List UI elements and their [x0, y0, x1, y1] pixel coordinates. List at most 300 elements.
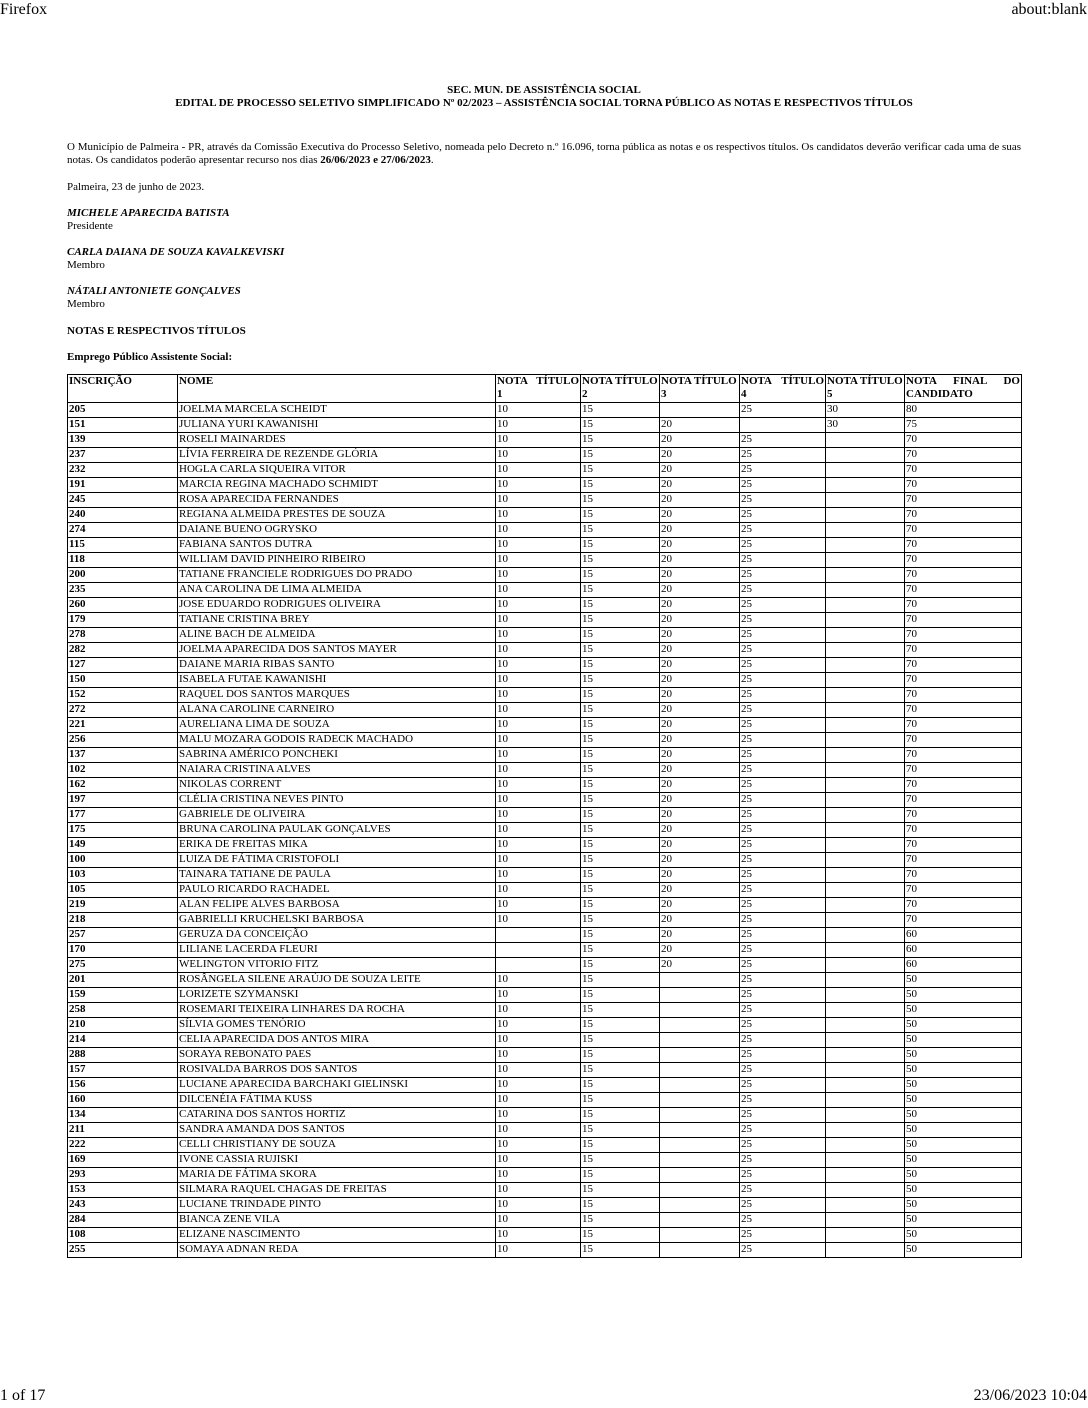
cell-inscricao: 179: [68, 613, 178, 628]
table-row: [68, 658, 1022, 673]
cell-nota-titulo-5: [826, 853, 905, 868]
cell-nota-titulo-2: 15: [581, 583, 660, 598]
cell-nota-titulo-5: [826, 958, 905, 973]
cell-nota-titulo-4: 25: [740, 703, 826, 718]
table-row: [68, 1108, 1022, 1123]
signatory: [67, 207, 1021, 233]
cell-nota-titulo-2: 15: [581, 493, 660, 508]
cell-nome: TATIANE CRISTINA BREY: [178, 613, 496, 628]
cell-nome: SOMAYA ADNAN REDA: [178, 1243, 496, 1258]
cell-nota-final: 80: [905, 403, 1022, 418]
cell-nota-titulo-2: 15: [581, 1018, 660, 1033]
cell-nota-titulo-2: 15: [581, 478, 660, 493]
cell-nota-titulo-5: [826, 943, 905, 958]
cell-nota-titulo-5: [826, 658, 905, 673]
cell-nota-titulo-1: 10: [496, 463, 581, 478]
cell-nota-final: 50: [905, 1213, 1022, 1228]
table-row: [68, 1198, 1022, 1213]
cell-inscricao: 232: [68, 463, 178, 478]
cell-nota-final: 70: [905, 868, 1022, 883]
cell-nota-titulo-5: 30: [826, 403, 905, 418]
cell-inscricao: 272: [68, 703, 178, 718]
cell-nota-titulo-5: [826, 928, 905, 943]
cell-nota-final: 70: [905, 688, 1022, 703]
cell-inscricao: 115: [68, 538, 178, 553]
cell-nota-final: 70: [905, 508, 1022, 523]
cell-nota-final: 50: [905, 1033, 1022, 1048]
cell-nota-final: 60: [905, 943, 1022, 958]
cell-nome: WELINGTON VITORIO FITZ: [178, 958, 496, 973]
cell-nota-titulo-2: 15: [581, 1048, 660, 1063]
title-line-2: EDITAL DE PROCESSO SELETIVO SIMPLIFICADO Nº 02/2023 – ASSISTÊNCIA SOCIAL TORNA PÚBLICO AS NOTAS E RESPECTIVOS TÍTULOS: [175, 97, 913, 109]
cell-inscricao: 149: [68, 838, 178, 853]
cell-nota-final: 70: [905, 553, 1022, 568]
cell-nota-titulo-3: [660, 973, 740, 988]
cell-nota-titulo-2: 15: [581, 1213, 660, 1228]
cell-nota-final: 50: [905, 988, 1022, 1003]
cell-nota-titulo-4: 25: [740, 1033, 826, 1048]
cell-nota-titulo-3: 20: [660, 733, 740, 748]
cell-inscricao: 284: [68, 1213, 178, 1228]
cell-nota-final: 70: [905, 733, 1022, 748]
table-row: [68, 1018, 1022, 1033]
cell-inscricao: 102: [68, 763, 178, 778]
cell-inscricao: 201: [68, 973, 178, 988]
cell-nota-titulo-2: 15: [581, 1183, 660, 1198]
cell-nota-titulo-2: 15: [581, 1168, 660, 1183]
table-row: [68, 553, 1022, 568]
cell-nota-titulo-2: 15: [581, 853, 660, 868]
cell-nome: MARIA DE FÁTIMA SKORA: [178, 1168, 496, 1183]
cell-nota-titulo-3: [660, 1183, 740, 1198]
cell-inscricao: 169: [68, 1153, 178, 1168]
browser-name: Firefox: [0, 1, 48, 18]
cell-inscricao: 139: [68, 433, 178, 448]
cell-nota-titulo-5: [826, 583, 905, 598]
cell-nota-titulo-2: 15: [581, 1243, 660, 1258]
cell-inscricao: 103: [68, 868, 178, 883]
table-row: [68, 868, 1022, 883]
cell-nota-final: 50: [905, 1168, 1022, 1183]
cell-nota-titulo-5: [826, 463, 905, 478]
cell-inscricao: 258: [68, 1003, 178, 1018]
cell-nota-titulo-5: [826, 1048, 905, 1063]
table-row: [68, 568, 1022, 583]
cell-inscricao: 127: [68, 658, 178, 673]
table-row: [68, 673, 1022, 688]
cell-nota-titulo-1: 10: [496, 838, 581, 853]
cell-nota-titulo-2: 15: [581, 718, 660, 733]
cell-nota-titulo-1: 10: [496, 493, 581, 508]
cell-nota-titulo-1: 10: [496, 568, 581, 583]
table-row: [68, 838, 1022, 853]
cell-nota-titulo-2: 15: [581, 808, 660, 823]
cell-nota-titulo-1: 10: [496, 1018, 581, 1033]
cell-inscricao: 221: [68, 718, 178, 733]
cell-nota-titulo-2: 15: [581, 658, 660, 673]
cell-nota-titulo-2: 15: [581, 943, 660, 958]
cell-nome: NAIARA CRISTINA ALVES: [178, 763, 496, 778]
cell-nota-titulo-3: 20: [660, 688, 740, 703]
cell-nota-titulo-2: 15: [581, 823, 660, 838]
header-nota-titulo-4: NOTA TÍTULO 4: [740, 375, 826, 403]
cell-nota-titulo-2: 15: [581, 613, 660, 628]
table-row: [68, 733, 1022, 748]
cell-nota-titulo-5: [826, 793, 905, 808]
cell-nota-final: 70: [905, 673, 1022, 688]
cell-nota-titulo-2: 15: [581, 553, 660, 568]
cell-inscricao: 256: [68, 733, 178, 748]
cell-nota-final: 70: [905, 583, 1022, 598]
cell-nota-titulo-2: 15: [581, 403, 660, 418]
cell-nome: ISABELA FUTAE KAWANISHI: [178, 673, 496, 688]
cell-nome: CELIA APARECIDA DOS ANTOS MIRA: [178, 1033, 496, 1048]
cell-nota-titulo-1: 10: [496, 448, 581, 463]
cell-nota-titulo-4: 25: [740, 508, 826, 523]
table-row: [68, 913, 1022, 928]
cell-inscricao: 150: [68, 673, 178, 688]
cell-inscricao: 153: [68, 1183, 178, 1198]
cell-nota-titulo-5: [826, 898, 905, 913]
cell-nota-titulo-3: 20: [660, 523, 740, 538]
cell-nota-titulo-2: 15: [581, 538, 660, 553]
cell-inscricao: 219: [68, 898, 178, 913]
cell-nota-titulo-3: 20: [660, 763, 740, 778]
cell-nota-titulo-5: [826, 1168, 905, 1183]
cell-nota-titulo-3: [660, 1138, 740, 1153]
table-row: [68, 523, 1022, 538]
cell-nota-titulo-3: [660, 1213, 740, 1228]
cell-nota-final: 60: [905, 928, 1022, 943]
cell-inscricao: 162: [68, 778, 178, 793]
cell-inscricao: 260: [68, 598, 178, 613]
cell-nome: DAIANE MARIA RIBAS SANTO: [178, 658, 496, 673]
table-row: [68, 493, 1022, 508]
cell-inscricao: 105: [68, 883, 178, 898]
cell-nota-titulo-4: 25: [740, 598, 826, 613]
cell-nota-titulo-4: 25: [740, 673, 826, 688]
cell-nota-final: 70: [905, 433, 1022, 448]
cell-nota-titulo-4: 25: [740, 1018, 826, 1033]
cell-nota-titulo-3: 20: [660, 883, 740, 898]
cell-nota-titulo-3: 20: [660, 493, 740, 508]
cell-nota-titulo-1: 10: [496, 688, 581, 703]
cell-nota-titulo-1: 10: [496, 823, 581, 838]
cell-nota-titulo-2: 15: [581, 988, 660, 1003]
signatory-name: MICHELE APARECIDA BATISTA: [67, 207, 230, 219]
cell-nota-titulo-4: 25: [740, 448, 826, 463]
cell-inscricao: 170: [68, 943, 178, 958]
cell-nota-titulo-1: 10: [496, 1183, 581, 1198]
cell-nota-titulo-1: 10: [496, 1228, 581, 1243]
cell-nota-titulo-2: 15: [581, 418, 660, 433]
cell-nome: LORIZETE SZYMANSKI: [178, 988, 496, 1003]
cell-nota-titulo-5: [826, 568, 905, 583]
cell-nome: HOGLA CARLA SIQUEIRA VITOR: [178, 463, 496, 478]
cell-nota-titulo-5: [826, 1213, 905, 1228]
cell-nota-final: 50: [905, 1183, 1022, 1198]
cell-nome: SORAYA REBONATO PAES: [178, 1048, 496, 1063]
header-nome: NOME: [178, 375, 496, 403]
table-row: [68, 1048, 1022, 1063]
cell-nota-titulo-3: 20: [660, 838, 740, 853]
cell-inscricao: 156: [68, 1078, 178, 1093]
cell-nota-titulo-2: 15: [581, 958, 660, 973]
cell-nota-titulo-1: 10: [496, 778, 581, 793]
cell-nome: BIANCA ZENE VILA: [178, 1213, 496, 1228]
cell-nota-final: 75: [905, 418, 1022, 433]
cell-nota-final: 70: [905, 598, 1022, 613]
cell-nota-final: 70: [905, 793, 1022, 808]
cell-nota-final: 70: [905, 898, 1022, 913]
table-row: [68, 1078, 1022, 1093]
table-row: [68, 943, 1022, 958]
cell-nota-titulo-4: 25: [740, 1093, 826, 1108]
cell-nota-titulo-4: 25: [740, 853, 826, 868]
cell-nota-titulo-2: 15: [581, 928, 660, 943]
cell-nome: ROSELI MAINARDES: [178, 433, 496, 448]
cell-nota-titulo-5: [826, 1078, 905, 1093]
cell-nota-titulo-5: [826, 1063, 905, 1078]
cell-nota-titulo-4: 25: [740, 778, 826, 793]
cell-nome: LUCIANE APARECIDA BARCHAKI GIELINSKI: [178, 1078, 496, 1093]
cell-nota-titulo-4: 25: [740, 553, 826, 568]
cell-inscricao: 237: [68, 448, 178, 463]
cell-nota-final: 70: [905, 778, 1022, 793]
cell-nota-titulo-1: 10: [496, 403, 581, 418]
cell-nota-titulo-5: [826, 553, 905, 568]
cell-inscricao: 159: [68, 988, 178, 1003]
cell-nome: CLÉLIA CRISTINA NEVES PINTO: [178, 793, 496, 808]
cell-nota-titulo-1: [496, 958, 581, 973]
cell-nota-titulo-5: [826, 1183, 905, 1198]
cell-nota-titulo-4: 25: [740, 1228, 826, 1243]
cell-nome: ROSIVALDA BARROS DOS SANTOS: [178, 1063, 496, 1078]
cell-nome: AURELIANA LIMA DE SOUZA: [178, 718, 496, 733]
cell-nota-titulo-4: 25: [740, 913, 826, 928]
cell-nota-titulo-5: [826, 643, 905, 658]
cell-nota-titulo-4: 25: [740, 1168, 826, 1183]
cell-nota-titulo-4: 25: [740, 688, 826, 703]
cell-nota-final: 70: [905, 493, 1022, 508]
cell-nota-titulo-5: [826, 823, 905, 838]
cell-nota-titulo-1: 10: [496, 1003, 581, 1018]
cell-nota-final: 70: [905, 748, 1022, 763]
cell-nota-titulo-2: 15: [581, 1078, 660, 1093]
cell-nota-titulo-5: [826, 1018, 905, 1033]
cell-nota-titulo-1: 10: [496, 1108, 581, 1123]
cell-nota-titulo-3: [660, 988, 740, 1003]
cell-nota-titulo-3: 20: [660, 793, 740, 808]
cell-nota-titulo-3: [660, 1168, 740, 1183]
cell-nota-final: 70: [905, 538, 1022, 553]
cell-nota-titulo-1: 10: [496, 973, 581, 988]
cell-nota-titulo-5: [826, 883, 905, 898]
cell-nome: TAINARA TATIANE DE PAULA: [178, 868, 496, 883]
cell-nota-titulo-3: 20: [660, 748, 740, 763]
table-row: [68, 763, 1022, 778]
cell-nota-titulo-1: 10: [496, 658, 581, 673]
cell-nota-titulo-2: 15: [581, 673, 660, 688]
cell-nota-titulo-1: 10: [496, 1063, 581, 1078]
cell-nota-titulo-2: 15: [581, 898, 660, 913]
cell-nota-titulo-1: 10: [496, 793, 581, 808]
cell-nota-titulo-5: [826, 1123, 905, 1138]
table-row: [68, 508, 1022, 523]
cell-inscricao: 157: [68, 1063, 178, 1078]
cell-nota-titulo-1: 10: [496, 1198, 581, 1213]
cell-nota-titulo-3: 20: [660, 538, 740, 553]
table-row: [68, 808, 1022, 823]
cell-nome: MARCIA REGINA MACHADO SCHMIDT: [178, 478, 496, 493]
cell-inscricao: 177: [68, 808, 178, 823]
cell-nota-titulo-5: [826, 778, 905, 793]
grades-table-body: [68, 403, 1022, 1258]
cell-nota-titulo-5: [826, 808, 905, 823]
cell-nota-titulo-2: 15: [581, 1138, 660, 1153]
cell-nota-titulo-3: 20: [660, 568, 740, 583]
cell-nota-titulo-5: [826, 748, 905, 763]
table-row: [68, 1033, 1022, 1048]
cell-nota-titulo-5: [826, 1243, 905, 1258]
cell-nota-titulo-2: 15: [581, 1228, 660, 1243]
cell-nota-titulo-5: [826, 703, 905, 718]
cell-nota-titulo-3: 20: [660, 778, 740, 793]
cell-nota-titulo-1: 10: [496, 583, 581, 598]
cell-nota-titulo-1: 10: [496, 1138, 581, 1153]
title-line-1: SEC. MUN. DE ASSISTÊNCIA SOCIAL: [447, 84, 641, 96]
signatory-role: Membro: [67, 259, 105, 271]
cell-nota-titulo-1: 10: [496, 1123, 581, 1138]
cell-nota-titulo-3: 20: [660, 583, 740, 598]
cell-nome: RAQUEL DOS SANTOS MARQUES: [178, 688, 496, 703]
cell-nota-final: 70: [905, 853, 1022, 868]
table-row: [68, 613, 1022, 628]
table-row: [68, 448, 1022, 463]
cell-nome: WILLIAM DAVID PINHEIRO RIBEIRO: [178, 553, 496, 568]
cell-nota-titulo-5: [826, 1093, 905, 1108]
cell-inscricao: 243: [68, 1198, 178, 1213]
cell-nota-titulo-2: 15: [581, 508, 660, 523]
cell-nota-titulo-4: 25: [740, 613, 826, 628]
cell-nota-titulo-1: 10: [496, 913, 581, 928]
cell-nome: FABIANA SANTOS DUTRA: [178, 538, 496, 553]
cell-nota-titulo-4: 25: [740, 988, 826, 1003]
table-row: [68, 703, 1022, 718]
cell-nome: DAIANE BUENO OGRYSKO: [178, 523, 496, 538]
cell-nota-titulo-4: 25: [740, 403, 826, 418]
cell-nota-titulo-1: 10: [496, 1243, 581, 1258]
table-row: [68, 748, 1022, 763]
cell-nota-final: 50: [905, 1003, 1022, 1018]
cell-nota-final: 70: [905, 643, 1022, 658]
cell-nota-titulo-4: 25: [740, 1213, 826, 1228]
cell-nome: LUIZA DE FÁTIMA CRISTOFOLI: [178, 853, 496, 868]
cell-nota-final: 50: [905, 1048, 1022, 1063]
cell-inscricao: 160: [68, 1093, 178, 1108]
cell-nota-titulo-5: [826, 973, 905, 988]
header-nota-titulo-3: NOTA TÍTULO 3: [660, 375, 740, 403]
table-row: [68, 628, 1022, 643]
cell-inscricao: 214: [68, 1033, 178, 1048]
cell-nota-titulo-4: 25: [740, 838, 826, 853]
cell-nota-titulo-4: 25: [740, 898, 826, 913]
cell-nome: ALAN FELIPE ALVES BARBOSA: [178, 898, 496, 913]
print-footer: [0, 1386, 1088, 1406]
cell-inscricao: 137: [68, 748, 178, 763]
cell-nota-titulo-4: 25: [740, 1048, 826, 1063]
cell-nota-titulo-5: [826, 988, 905, 1003]
cell-nome: ALINE BACH DE ALMEIDA: [178, 628, 496, 643]
cell-nome: ANA CAROLINA DE LIMA ALMEIDA: [178, 583, 496, 598]
cell-nota-final: 50: [905, 1108, 1022, 1123]
cell-nota-titulo-3: 20: [660, 658, 740, 673]
cell-nota-titulo-5: [826, 718, 905, 733]
cell-nome: NIKOLAS CORRENT: [178, 778, 496, 793]
table-row: [68, 928, 1022, 943]
cell-nota-titulo-5: [826, 1228, 905, 1243]
cell-nota-final: 70: [905, 823, 1022, 838]
cell-nota-titulo-1: 10: [496, 1048, 581, 1063]
cell-nota-titulo-2: 15: [581, 433, 660, 448]
cell-nota-titulo-3: [660, 1003, 740, 1018]
cell-inscricao: 245: [68, 493, 178, 508]
header-nota-titulo-5: NOTA TÍTULO 5: [826, 375, 905, 403]
table-row: [68, 1063, 1022, 1078]
cell-inscricao: 151: [68, 418, 178, 433]
cell-nome: JOELMA MARCELA SCHEIDT: [178, 403, 496, 418]
cell-nota-titulo-4: 25: [740, 658, 826, 673]
cell-inscricao: 134: [68, 1108, 178, 1123]
cell-nota-titulo-3: [660, 1018, 740, 1033]
cell-nota-titulo-1: 10: [496, 418, 581, 433]
table-row: [68, 958, 1022, 973]
cell-nota-final: 50: [905, 1153, 1022, 1168]
cell-nota-titulo-4: 25: [740, 1108, 826, 1123]
table-header-row: [68, 375, 1022, 403]
cell-nota-titulo-1: 10: [496, 643, 581, 658]
cell-nota-final: 70: [905, 463, 1022, 478]
cell-inscricao: 210: [68, 1018, 178, 1033]
cell-nota-titulo-2: 15: [581, 1003, 660, 1018]
cell-nota-titulo-4: 25: [740, 763, 826, 778]
cell-nota-titulo-3: 20: [660, 463, 740, 478]
cell-inscricao: 274: [68, 523, 178, 538]
cell-nota-titulo-2: 15: [581, 838, 660, 853]
cell-nota-titulo-1: 10: [496, 673, 581, 688]
cell-nota-titulo-3: 20: [660, 703, 740, 718]
cell-nota-titulo-2: 15: [581, 1198, 660, 1213]
cell-nota-titulo-3: 20: [660, 898, 740, 913]
cell-nome: LÍVIA FERREIRA DE REZENDE GLÓRIA: [178, 448, 496, 463]
cell-nota-titulo-2: 15: [581, 1108, 660, 1123]
cell-nota-titulo-5: [826, 1033, 905, 1048]
cell-nota-titulo-2: 15: [581, 463, 660, 478]
cell-nota-titulo-3: 20: [660, 958, 740, 973]
page-url: about:blank: [1011, 1, 1087, 18]
signatory-role: Presidente: [67, 220, 113, 232]
cell-nota-titulo-2: 15: [581, 628, 660, 643]
signatory: [67, 246, 1021, 272]
cell-nota-titulo-1: 10: [496, 808, 581, 823]
cell-nome: CELLI CHRISTIANY DE SOUZA: [178, 1138, 496, 1153]
table-row: [68, 793, 1022, 808]
cell-nota-titulo-2: 15: [581, 913, 660, 928]
cell-nota-final: 50: [905, 1228, 1022, 1243]
cell-nota-titulo-3: [660, 1123, 740, 1138]
cell-nota-final: 70: [905, 478, 1022, 493]
cell-nota-titulo-4: 25: [740, 748, 826, 763]
